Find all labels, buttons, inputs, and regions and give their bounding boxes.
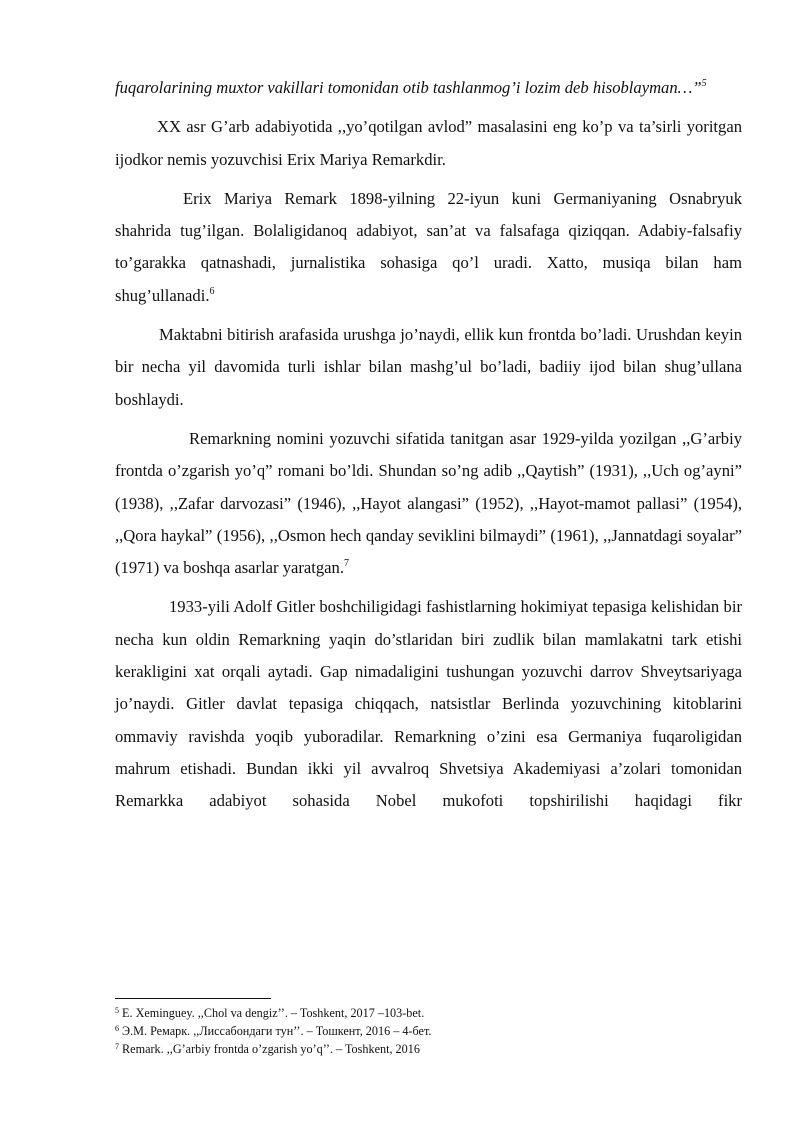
footnote-ref-5: 5	[701, 78, 707, 89]
footnote-7: $^7$ Remark. ,,G’arbiy frontda o’zgarish yo’q’’. – Toshkent, 2016	[115, 1042, 420, 1056]
footnote-separator	[115, 998, 271, 999]
paragraph-quote-end: fuqarolarining muxtor vakillari tomonidan otib tashlanmog’i lozim deb hisoblayman…”$^5$	[115, 78, 707, 97]
paragraph-war: Maktabni bitirish arafasida urushga jo’naydi, ellik kun frontda bo’ladi. Urushdan keyin bir necha yil davomida turli ishlar bilan mashg’ul bo’ladi, badiiy ijod bilan shug’ullana boshlaydi.	[115, 325, 742, 409]
footnote-ref-6: 6	[209, 285, 215, 297]
paragraph-biography: Erix Mariya Remark 1898-yilning 22-iyun kuni Germaniyaning Osnabryuk shahrida tug’ilgan. Bolaligidanoq adabiyot, san’at va falsafaga qiziqqan. Adabiy-falsafiy to’garakka qatnashadi, jurnalistika sohasiga qo’l uradi. Xatto, musiqa bilan ham shug’ullanadi.$^6$	[115, 188, 742, 305]
footnote-5: $^5$ E. Xeminguey. ,,Chol va dengiz’’. – Toshkent, 2017 –103-bet.	[115, 1006, 425, 1020]
footnote-6: $^6$ Э.М. Ремарк. ,,Лиссабондаги тун’’. – Тошкент, 2016 – 4-бет.	[115, 1024, 432, 1038]
main-text	[115, 72, 742, 825]
paragraph-works: Remarkning nomini yozuvchi sifatida tanitgan asar 1929-yilda yozilgan ,,G’arbiy frontda o’zgarish yo’q” romani bo’ldi. Shundan so’ng adib ,,Qaytish” (1931), ,,Uch og’ayni” (1938), ,,Zafar darvozasi” (1946), ,,Hayot alangasi” (1952), ,,Hayot-mamot pallasi” (1954), ,,Qora haykal” (1956), ,,Osmon hech qanday seviklini bilmaydi” (1961), ,,Jannatdagi soyalar” (1971) va boshqa asarlar yaratgan.$^7$	[115, 428, 742, 578]
footnotes	[115, 1004, 735, 1058]
paragraph-lost-generation: XX asr G’arb adabiyotida ,,yo’qotilgan avlod” masalasini eng ko’p va ta’sirli yoritgan ijodkor nemis yozuvchisi Erix Mariya Remarkdir.	[115, 117, 742, 169]
paragraph-exile: 1933-yili Adolf Gitler boshchiligidagi fashistlarning hokimiyat tepasiga kelishidan bir necha kun oldin Remarkning yaqin do’stlaridan biri zudlik bilan mamlakatni tark etishi kerakligini xat orqali aytadi. Gap nimadaligini tushungan yozuvchi darrov Shveytsariyaga jo’naydi. Gitler davlat tepasiga chiqqach, natsistlar Berlinda yozuvchining kitoblarini ommaviy ravishda yoqib yuboradilar. Remarkning o’zini esa Germaniya fuqaroligidan mahrum etishadi. Bundan ikki yil avvalroq Shvetsiya Akademiyasi a’zolari tomonidan Remarkka adabiyot sohasida Nobel mukofoti topshirilishi haqidagi fikr	[115, 597, 742, 811]
footnote-ref-7: 7	[344, 558, 349, 570]
